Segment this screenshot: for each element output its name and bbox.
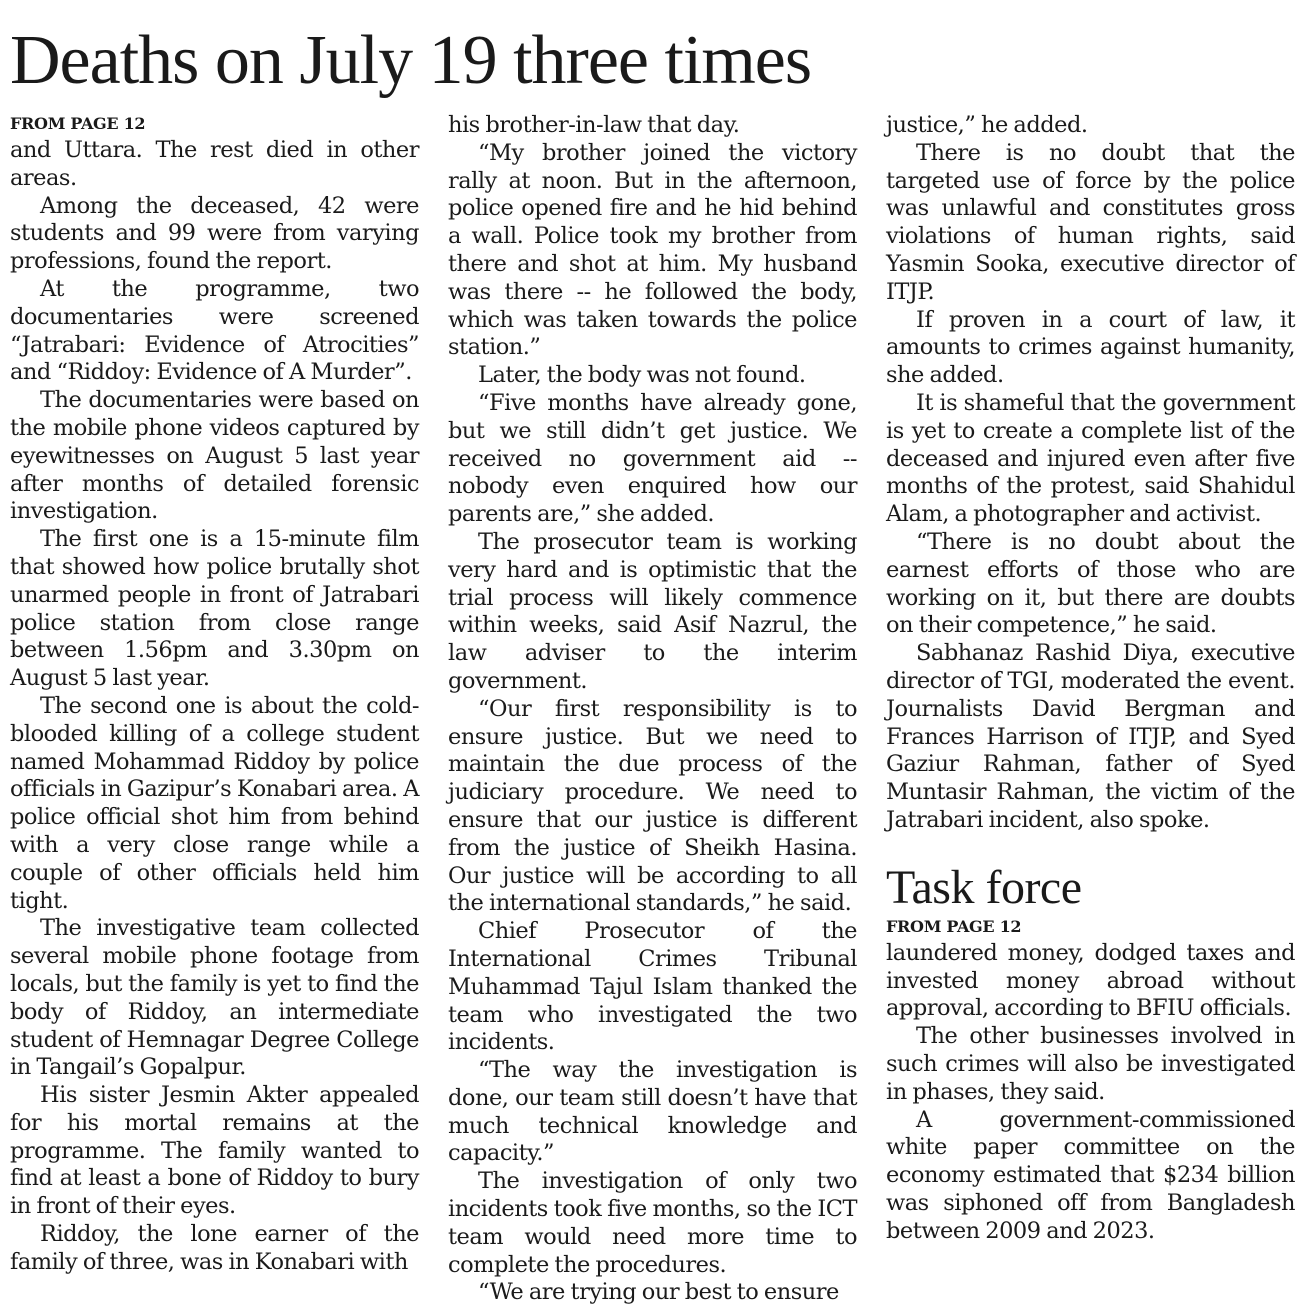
from-page-kicker: FROM PAGE 12 [886, 916, 1022, 936]
paragraph: “There is no doubt about the earnest efforts of those who are working on it, but there are doubts on their competence,” he said. [886, 528, 1295, 639]
paragraph: laundered money, dodged taxes and invested money abroad without approval, according to BFIU officials. [886, 939, 1295, 1022]
paragraph: and Uttara. The rest died in other areas. [10, 137, 419, 191]
paragraph: A government-commissioned white paper committee on the economy estimated that $234 billion was siphoned off from Bangladesh between 2009 and 2023. [886, 1106, 1295, 1244]
headline: Deaths on July 19 three times [10, 22, 812, 99]
paragraph: Among the deceased, 42 were students and 99 were from varying professions, found the report. [10, 192, 419, 275]
paragraph: Chief Prosecutor of the International Crimes Tribunal Muhammad Tajul Islam thanked the team who investigated the two incidents. [448, 918, 857, 1056]
paragraph: Riddoy, the lone earner of the family of three, was in Konabari with [10, 1221, 419, 1275]
paragraph: “Five months have already gone, but we still didn’t get justice. We received no government aid -- nobody even enquired how our parents are,” she added. [448, 389, 857, 528]
paragraph: justice,” he added. [886, 112, 1088, 138]
paragraph: If proven in a court of law, it amounts to crimes against humanity, she added. [886, 306, 1295, 389]
paragraph: The documentaries were based on the mobile phone videos captured by eyewitnesses on August 5 last year after months of detailed forensic investigation. [10, 387, 419, 525]
paragraph: “My brother joined the victory rally at noon. But in the afternoon, police opened fire and he hid behind a wall. Police took my brother from there and shot at him. My husband was there -- he followed the body, which was taken towards the police station.” [448, 139, 857, 361]
story-separator [886, 835, 1295, 861]
paragraph: There is no doubt that the targeted use of force by the police was unlawful and constitutes gross violations of human rights, said Yasmin Sooka, executive director of ITJP. [886, 139, 1295, 305]
task-force-headline: Task force [886, 860, 1082, 914]
paragraph: The investigative team collected several mobile phone footage from locals, but the family is yet to find the body of Riddoy, an intermediate student of Hemnagar Degree College in Tangail’s Gopalpur. [10, 915, 419, 1081]
paragraph: At the programme, two documentaries were screened “Jatrabari: Evidence of Atrocities” and “Riddoy: Evidence of A Murder”. [10, 275, 419, 386]
paragraph: The other businesses involved in such crimes will also be investigated in phases, they said. [886, 1023, 1295, 1105]
paragraph: The second one is about the cold-blooded killing of a college student named Mohammad Riddoy by police officials in Gazipur’s Konabari area. A police official shot him from behind with a very close range while a couple of other officials held him tight. [10, 692, 419, 914]
paragraph: “We are trying our best to ensure [478, 1279, 839, 1306]
paragraph: It is shameful that the government is yet to create a complete list of the deceased and injured even after five months of the protest, said Shahidul Alam, a photographer and activist. [886, 389, 1295, 528]
paragraph: The prosecutor team is working very hard and is optimistic that the trial process will likely commence within weeks, said Asif Nazrul, the law adviser to the interim government. [448, 528, 857, 694]
from-page-kicker: FROM PAGE 12 [10, 114, 146, 133]
column-2 [448, 112, 857, 1307]
column-1 [10, 112, 419, 1277]
paragraph: The first one is a 15-minute film that showed how police brutally shot unarmed people in front of Jatrabari police station from close range between 1.56pm and 3.30pm on August 5 last year. [10, 526, 419, 692]
paragraph: The investigation of only two incidents took five months, so the ICT team would need more time to complete the procedures. [448, 1168, 857, 1278]
paragraph: his brother-in-law that day. [448, 112, 740, 138]
column-3 [886, 112, 1295, 1245]
paragraph: Sabhanaz Rashid Diya, executive director of TGI, moderated the event. Journalists David Bergman and Frances Harrison of ITJP, and Syed Gaziur Rahman, father of Syed Muntasir Rahman, the victim of the Jatrabari incident, also spoke. [886, 640, 1295, 833]
paragraph: “The way the investigation is done, our team still doesn’t have that much technical knowledge and capacity.” [448, 1057, 857, 1167]
paragraph: Later, the body was not found. [478, 362, 806, 389]
paragraph: “Our first responsibility is to ensure justice. But we need to maintain the due process of the judiciary procedure. We need to ensure that our justice is different from the justice of Sheikh Hasina. Our justice will be according to all the international standards,” he said. [448, 695, 857, 917]
paragraph: His sister Jesmin Akter appealed for his mortal remains at the programme. The family wanted to find at least a bone of Riddoy to bury in front of their eyes. [10, 1082, 419, 1220]
